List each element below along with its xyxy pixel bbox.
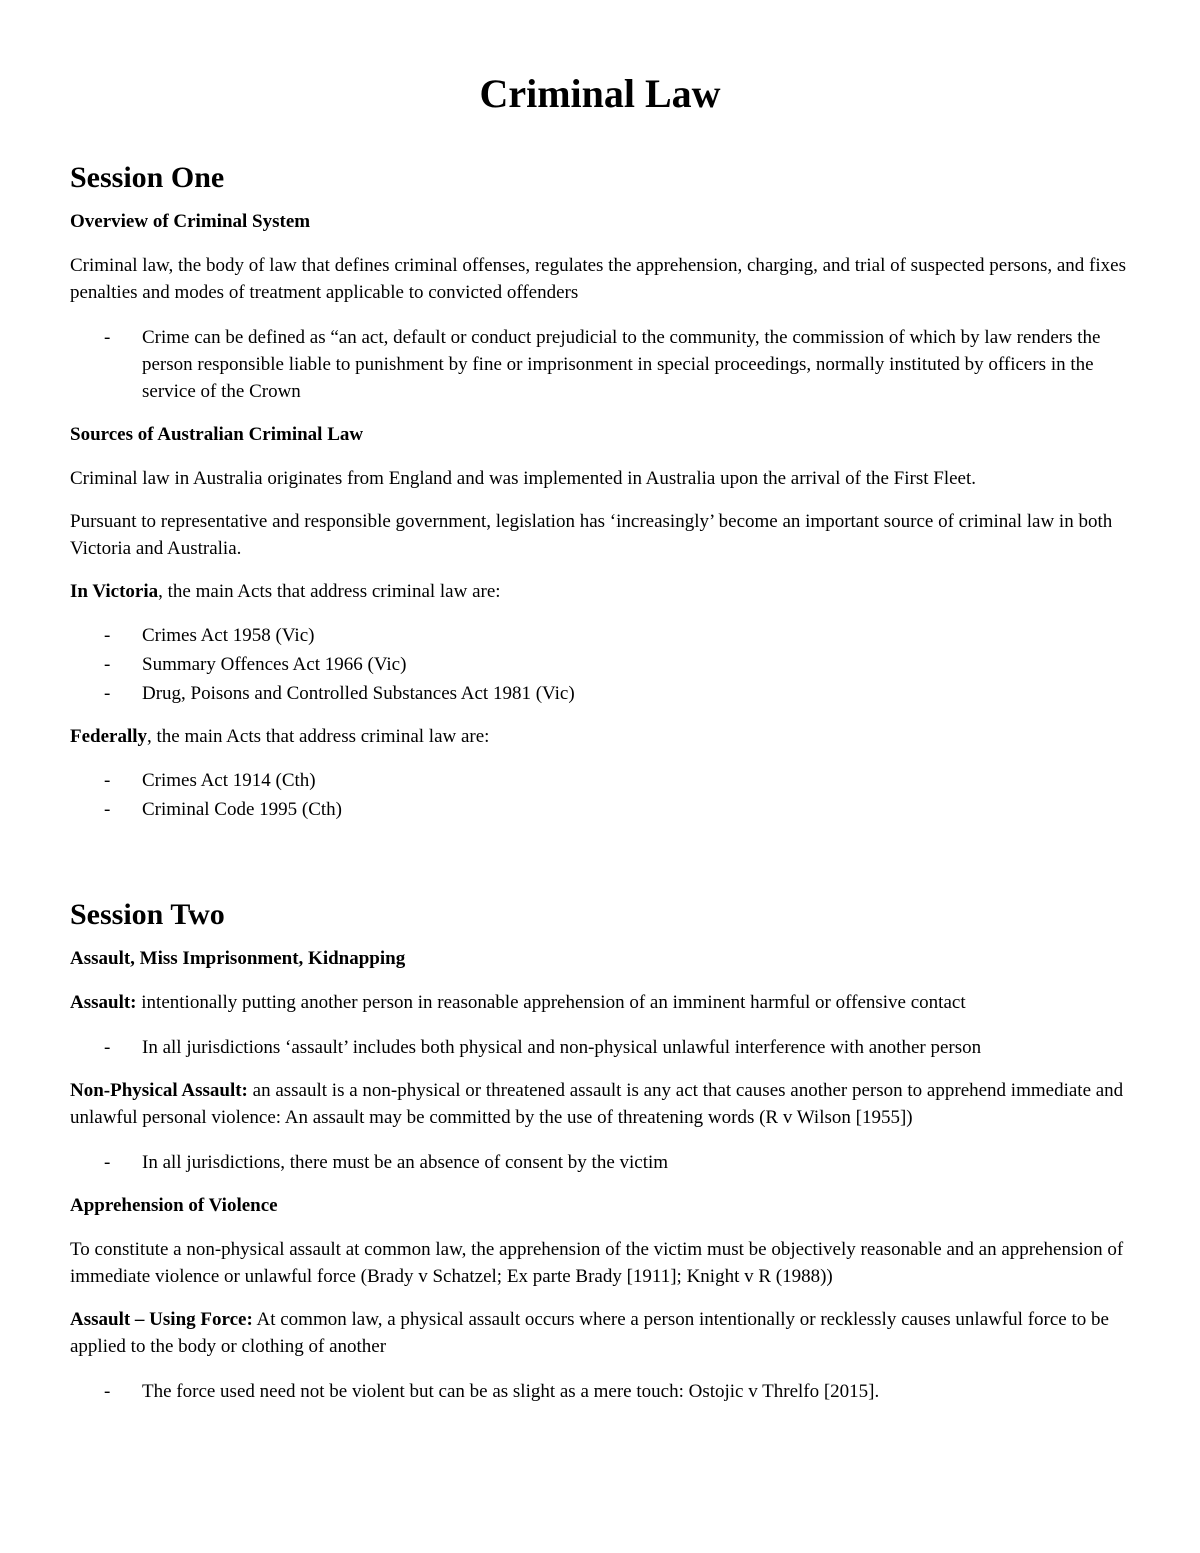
assault-text: intentionally putting another person in reasonable apprehension of an imminent harmful or offensive contact	[136, 992, 966, 1013]
nonphysical-assault-paragraph	[70, 1077, 1130, 1131]
assault-definition	[70, 989, 1130, 1016]
federal-intro	[70, 723, 1130, 750]
list-item	[70, 1378, 1130, 1405]
list-item	[70, 1034, 1130, 1061]
federal-acts-list	[70, 767, 1130, 823]
list-item	[70, 622, 1130, 649]
dash-bullet-icon: -	[104, 799, 111, 820]
nonphysical-lead: Non-Physical Assault:	[70, 1080, 248, 1101]
victoria-lead: In Victoria	[70, 581, 159, 602]
list-item-text: In all jurisdictions ‘assault’ includes both physical and non-physical unlawful interference with another person	[142, 1037, 982, 1058]
list-item-text: The force used need not be violent but can be as slight as a mere touch: Ostojic v Threlfo [2015].	[142, 1381, 880, 1402]
overview-heading: Overview of Criminal System	[70, 211, 311, 232]
list-item-text: Summary Offences Act 1966 (Vic)	[142, 654, 407, 675]
assault-lead: Assault:	[70, 992, 137, 1013]
dash-bullet-icon: -	[104, 327, 111, 348]
list-item-text: Crime can be defined as “an act, default or conduct prejudicial to the community, the commission of which by law renders the person responsible liable to punishment by fine or imprisonment in special proceedings, normally instituted by officers in the service of the Crown	[142, 327, 1101, 402]
list-item	[70, 1149, 1130, 1176]
list-item-text: Drug, Poisons and Controlled Substances Act 1981 (Vic)	[142, 683, 575, 704]
dash-bullet-icon: -	[104, 1037, 111, 1058]
apprehension-heading: Apprehension of Violence	[70, 1195, 278, 1216]
sources-paragraph-1: Criminal law in Australia originates from England and was implemented in Australia upon the arrival of the First Fleet.	[70, 468, 976, 489]
overview-bullet-list	[70, 324, 1130, 405]
sources-paragraph-2: Pursuant to representative and responsible government, legislation has ‘increasingly’ become an important source of criminal law in both Victoria and Australia.	[70, 511, 1113, 559]
overview-paragraph: Criminal law, the body of law that defines criminal offenses, regulates the apprehension, charging, and trial of suspected persons, and fixes penalties and modes of treatment applicable to convicted offenders	[70, 255, 1126, 303]
list-item-text: Crimes Act 1958 (Vic)	[142, 625, 315, 646]
dash-bullet-icon: -	[104, 683, 111, 704]
using-force-lead: Assault – Using Force:	[70, 1309, 253, 1330]
victoria-intro	[70, 578, 1130, 605]
victoria-intro-text: , the main Acts that address criminal law are:	[158, 581, 501, 602]
nonphysical-bullet-list	[70, 1149, 1130, 1176]
list-item-text: Crimes Act 1914 (Cth)	[142, 770, 316, 791]
assault-bullet-list	[70, 1034, 1130, 1061]
federal-lead: Federally	[70, 726, 148, 747]
list-item	[70, 651, 1130, 678]
list-item	[70, 767, 1130, 794]
apprehension-paragraph: To constitute a non-physical assault at common law, the apprehension of the victim must be objectively reasonable and an apprehension of immediate violence or unlawful force (Brady v Schatzel; Ex parte Brady [1911]; Knight v R (1988))	[70, 1239, 1124, 1287]
using-force-bullet-list	[70, 1378, 1130, 1405]
nonphysical-text: an assault is a non-physical or threatened assault is any act that causes another person to apprehend immediate and unlawful personal violence: An assault may be committed by the use of threatening words (R v Wilson [1955])	[70, 1080, 1124, 1128]
topic-heading: Assault, Miss Imprisonment, Kidnapping	[70, 948, 406, 969]
list-item	[70, 324, 1130, 405]
dash-bullet-icon: -	[104, 1381, 111, 1402]
list-item-text: Criminal Code 1995 (Cth)	[142, 799, 343, 820]
sources-heading: Sources of Australian Criminal Law	[70, 424, 364, 445]
dash-bullet-icon: -	[104, 625, 111, 646]
dash-bullet-icon: -	[104, 770, 111, 791]
list-item-text: In all jurisdictions, there must be an absence of consent by the victim	[142, 1152, 669, 1173]
list-item	[70, 796, 1130, 823]
session-two-heading: Session Two	[70, 898, 225, 931]
using-force-paragraph	[70, 1306, 1130, 1360]
dash-bullet-icon: -	[104, 654, 111, 675]
using-force-text: At common law, a physical assault occurs where a person intentionally or recklessly causes unlawful force to be applied to the body or clothing of another	[70, 1309, 1109, 1357]
dash-bullet-icon: -	[104, 1152, 111, 1173]
federal-intro-text: , the main Acts that address criminal law are:	[147, 726, 490, 747]
list-item	[70, 680, 1130, 707]
session-one-heading: Session One	[70, 161, 225, 194]
document-title: Criminal Law	[479, 71, 721, 116]
victoria-acts-list	[70, 622, 1130, 707]
